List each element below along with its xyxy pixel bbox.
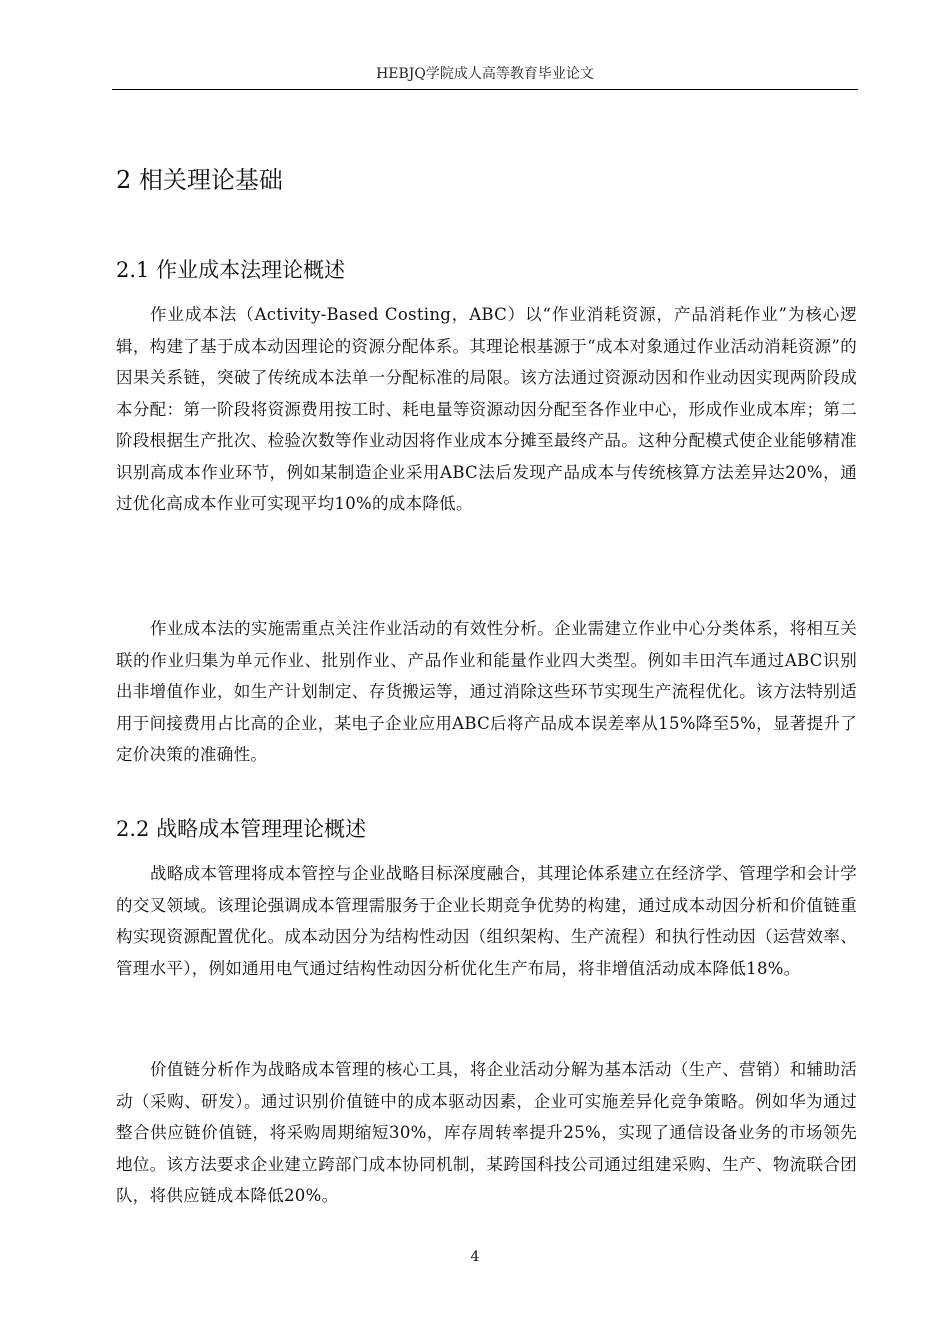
- paragraph-2-1-1: 作业成本法（Activity-Based Costing，ABC）以“作业消耗资源，产品消耗作业”为核心逻辑，构建了基于成本动因理论的资源分配体系。其理论根基源于“成本对象通过作业活动消耗资源”的因果关系链，突破了传统成本法单一分配标准的局限。该方法通过资源动因和作业动因实现两阶段成本分配：第一阶段将资源费用按工时、耗电量等资源动因分配至各作业中心，形成作业成本库；第二阶段根据生产批次、检验次数等作业动因将作业成本分摊至最终产品。这种分配模式使企业能够精准识别高成本作业环节，例如某制造企业采用ABC法后发现产品成本与传统核算方法差异达20%，通过优化高成本作业可实现平均10%的成本降低。: [116, 305, 857, 513]
- page-number: 4: [470, 1249, 480, 1265]
- paragraph-2-2-1: 战略成本管理将成本管控与企业战略目标深度融合，其理论体系建立在经济学、管理学和会计学的交叉领域。该理论强调成本管理需服务于企业长期竞争优势的构建，通过成本动因分析和价值链重构实现资源配置优化。成本动因分为结构性动因（组织架构、生产流程）和执行性动因（运营效率、管理水平），例如通用电气通过结构性动因分析优化生产布局，将非增值活动成本降低18%。: [116, 864, 857, 978]
- running-header: HEBJQ学院成人高等教育毕业论文: [376, 66, 594, 82]
- section-title-2-2: 2.2 战略成本管理理论概述: [116, 817, 367, 841]
- section-title-2-1: 2.1 作业成本法理论概述: [116, 258, 346, 282]
- paragraph-2-2-2: 价值链分析作为战略成本管理的核心工具，将企业活动分解为基本活动（生产、营销）和辅助活动（采购、研发）。通过识别价值链中的成本驱动因素，企业可实施差异化竞争策略。例如华为通过整合供应链价值链，将采购周期缩短30%，库存周转率提升25%，实现了通信设备业务的市场领先地位。该方法要求企业建立跨部门成本协同机制，某跨国科技公司通过组建采购、生产、物流联合团队，将供应链成本降低20%。: [116, 1060, 857, 1205]
- chapter-title: 2 相关理论基础: [116, 166, 283, 194]
- paragraph-2-1-2: 作业成本法的实施需重点关注作业活动的有效性分析。企业需建立作业中心分类体系，将相互关联的作业归集为单元作业、批别作业、产品作业和能量作业四大类型。例如丰田汽车通过ABC识别出非增值作业，如生产计划制定、存货搬运等，通过消除这些环节实现生产流程优化。该方法特别适用于间接费用占比高的企业，某电子企业应用ABC后将产品成本误差率从15%降至5%，显著提升了定价决策的准确性。: [116, 619, 857, 764]
- header-divider: [112, 89, 858, 90]
